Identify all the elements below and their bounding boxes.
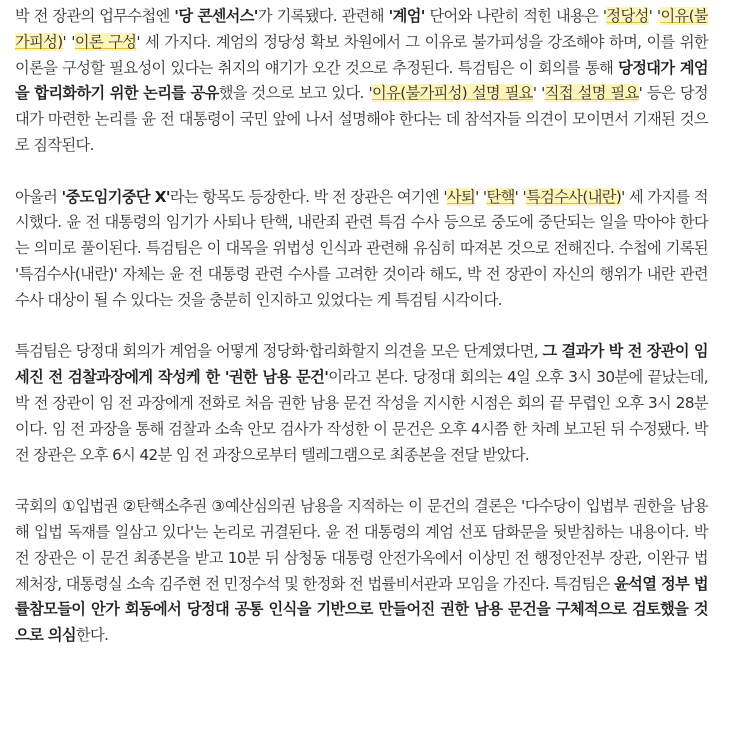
- bold-emphasis: 윤석열 정부 법률참모들이 안가 회동에서 당정대 공통 인식을 기반으로 만들어진 권한 남용 문건을 구체적으로 검토했을 것으로 의심: [15, 574, 708, 645]
- text-run: ' ': [475, 187, 487, 206]
- text-run: ' 세 가지를 적시했다. 윤 전 대통령의 임기가 사퇴나 탄핵, 내란죄 관련 특검 수사 등으로 중도에 중단되는 일을 막아야 한다는 의미로 풀이된다. 특검팀은 이 대목을 위법성 인식과 관련해 유심히 따져본 것으로 전해진다. 수첩에 기록된 '특검수사(내란)' 자체는 윤 전 대통령 관련 수사를 고려한 것이라 해도, 박 전 장관이 자신의 행위가 내란 관련 수사 대상이 될 수 있다는 것을 충분히 인지하고 있었다는 게 특검팀 시각이다.: [15, 187, 708, 309]
- text-run: 단어와 나란히 적힌 내용은 ': [424, 7, 607, 25]
- bold-emphasis: 당정대가 계엄을 합리화하기 위한 논리를 공유: [15, 58, 708, 103]
- text-run: 한다.: [75, 626, 109, 645]
- text-run: ' ': [532, 84, 545, 103]
- article-paragraph: [15, 494, 708, 649]
- bold-emphasis: 그 결과가 박 전 장관이 임세진 전 검찰과장에게 작성케 한 '권한 남용 문건': [15, 342, 708, 387]
- text-run: ' 세 가지다. 계엄의 정당성 확보 차원에서 그 이유로 불가피성을 강조해야 하며, 이를 위한 이론을 구성할 필요성이 있다는 취지의 얘기가 오간 것으로 추정된다. 특검팀은 이 회의를 통해: [15, 32, 708, 77]
- highlighted-term: 이유(불가피성) 설명 필요: [372, 84, 533, 103]
- text-run: 했을 것으로 보고 있다. ': [218, 84, 373, 103]
- bold-emphasis: '계엄': [388, 7, 425, 25]
- text-run: 가 기록됐다. 관련해: [257, 7, 389, 25]
- article-paragraph: [15, 185, 708, 314]
- text-run: 라는 항목도 등장한다. 박 전 장관은 여기엔 ': [169, 187, 447, 206]
- highlighted-term: 이유(불가피성): [15, 7, 708, 51]
- text-run: 특검팀은 당정대 회의가 계엄을 어떻게 정당화·합리화할지 의견을 모은 단계였다면,: [15, 342, 543, 361]
- text-run: 아울러: [15, 187, 62, 206]
- article-paragraph: [15, 4, 708, 159]
- highlighted-term: 정당성: [606, 7, 649, 25]
- highlighted-term: 사퇴: [446, 187, 476, 206]
- highlighted-term: 탄핵: [486, 187, 515, 206]
- text-run: ' ': [62, 32, 75, 51]
- text-run: 이라고 본다. 당정대 회의는 4일 오후 3시 30분에 끝났는데, 박 전 장관이 임 전 과장에게 전화로 처음 권한 남용 문건 작성을 지시한 시점은 회의 끝 무렵인 오후 3시 28분이다. 임 전 과장을 통해 검찰과 소속 안모 검사가 작성한 이 문건은 오후 4시쯤 한 차례 보고된 뒤 수정됐다. 박 전 장관은 오후 6시 42분 임 전 과장으로부터 텔레그램으로 최종본을 전달 받았다.: [15, 368, 708, 464]
- article-paragraph: [15, 339, 708, 468]
- text-run: ' ': [514, 187, 527, 206]
- text-run: 박 전 장관의 업무수첩엔: [15, 7, 175, 25]
- text-run: ' ': [648, 7, 661, 25]
- highlighted-term: 특검수사(내란): [526, 187, 622, 206]
- highlighted-term: 직접 설명 필요: [544, 84, 639, 103]
- text-run: ' 등은 당정대가 마련한 논리를 윤 전 대통령이 국민 앞에 나서 설명해야 한다는 데 참석자들 의견이 모이면서 기재된 것으로 짐작된다.: [15, 84, 708, 154]
- text-run: 국회의 ①입법권 ②탄핵소추권 ③예산심의권 남용을 지적하는 이 문건의 결론은 '다수당이 입법부 권한을 남용해 입법 독재를 일삼고 있다'는 논리로 귀결된다. 윤 전 대통령의 계엄 선포 담화문을 뒷받침하는 내용이다. 박 전 장관은 이 문건 최종본을 받고 10분 뒤 삼청동 대통령 안전가옥에서 이상민 전 행정안전부 장관, 이완규 법제처장, 대통령실 소속 김주현 전 민정수석 및 한정화 전 법률비서관과 모임을 가진다. 특검팀은: [15, 497, 708, 593]
- highlighted-term: 이론 구성: [74, 32, 137, 51]
- bold-emphasis: '중도임기중단 X': [61, 187, 170, 206]
- bold-emphasis: '당 콘센서스': [174, 7, 258, 25]
